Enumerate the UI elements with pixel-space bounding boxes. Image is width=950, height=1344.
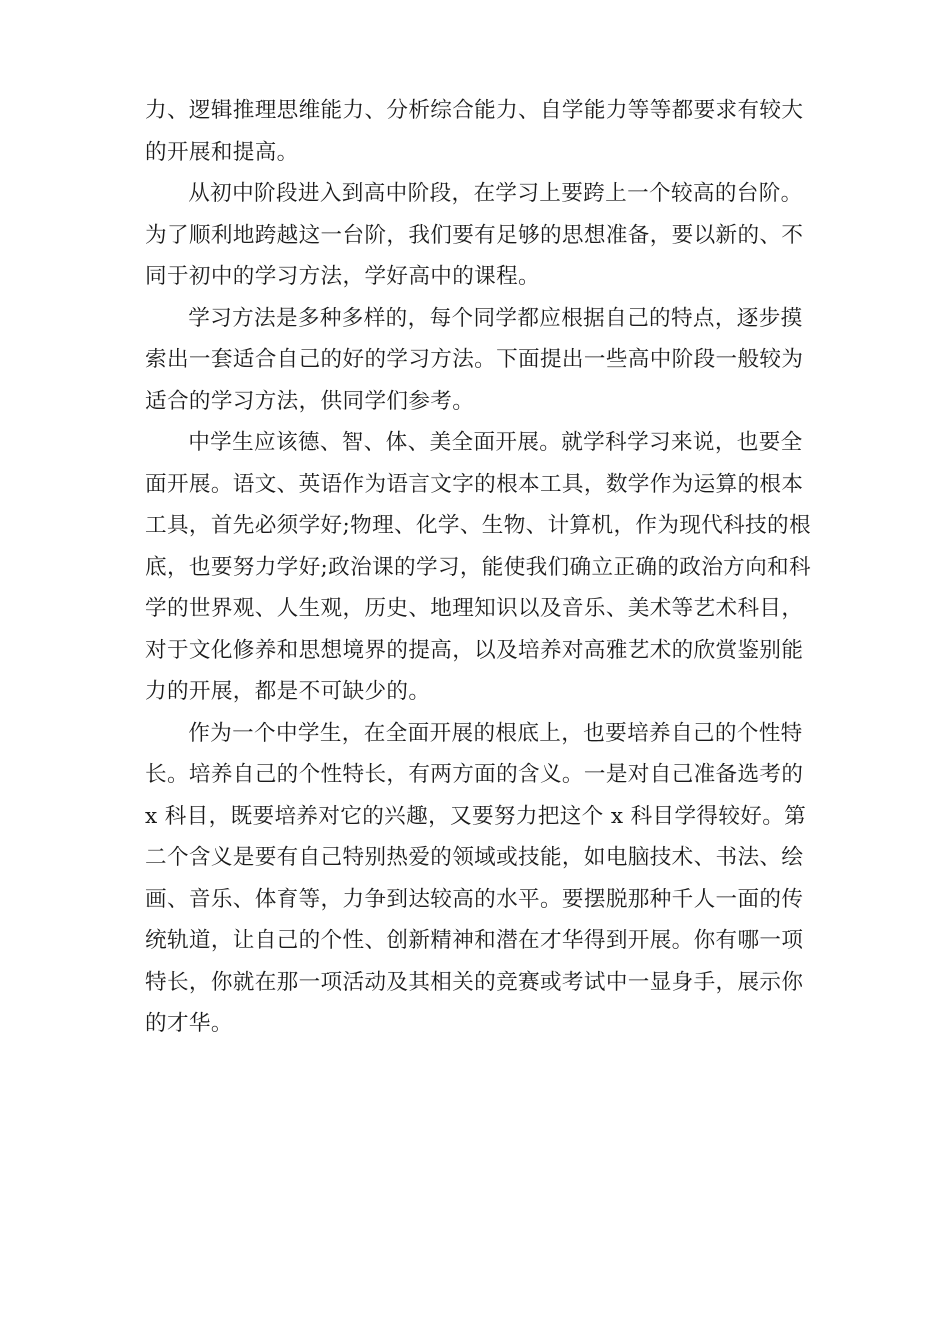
paragraph-all-round-development: 中学生应该德、智、体、美全面开展。就学科学习来说，也要全面开展。语文、英语作为语言文字的根本工具，数学作为运算的根本工具，首先必须学好;物理、化学、生物、计算机，作为现代科技的根底，也要努力学好;政治课的学习，能使我们确立正确的政治方向和科学的世界观、人生观，历史、地理知识以及音乐、美术等艺术科目，对于文化修养和思想境界的提高，以及培养对高雅艺术的欣赏鉴别能力的开展，都是不可缺少的。 bbox=[145, 430, 811, 704]
document-page bbox=[145, 90, 815, 1045]
paragraph-study-methods: 学习方法是多种多样的，每个同学都应根据自己的特点，逐步摸索出一套适合自己的好的学习方法。下面提出一些高中阶段一般较为适合的学习方法，供同学们参考。 bbox=[145, 305, 804, 414]
paragraph-personal-strengths: 作为一个中学生，在全面开展的根底上，也要培养自己的个性特长。培养自己的个性特长，有两方面的含义。一是对自己准备选考的 x 科目，既要培养对它的兴趣，又要努力把这个 x 科目学得较好。第二个含义是要有自己特别热爱的领域或技能，如电脑技术、书法、绘画、音乐、体育等，力争到达较高的水平。要摆脱那种千人一面的传统轨道，让自己的个性、创新精神和潜在才华得到开展。你有哪一项特长，你就在那一项活动及其相关的竞赛或考试中一显身手，展示你的才华。 bbox=[145, 720, 807, 1036]
paragraph-stage-transition: 从初中阶段进入到高中阶段，在学习上要跨上一个较高的台阶。为了顺利地跨越这一台阶，我们要有足够的思想准备，要以新的、不同于初中的学习方法，学好高中的课程。 bbox=[145, 181, 804, 289]
paragraph-continuation: 力、逻辑推理思维能力、分析综合能力、自学能力等等都要求有较大的开展和提高。 bbox=[145, 98, 804, 165]
